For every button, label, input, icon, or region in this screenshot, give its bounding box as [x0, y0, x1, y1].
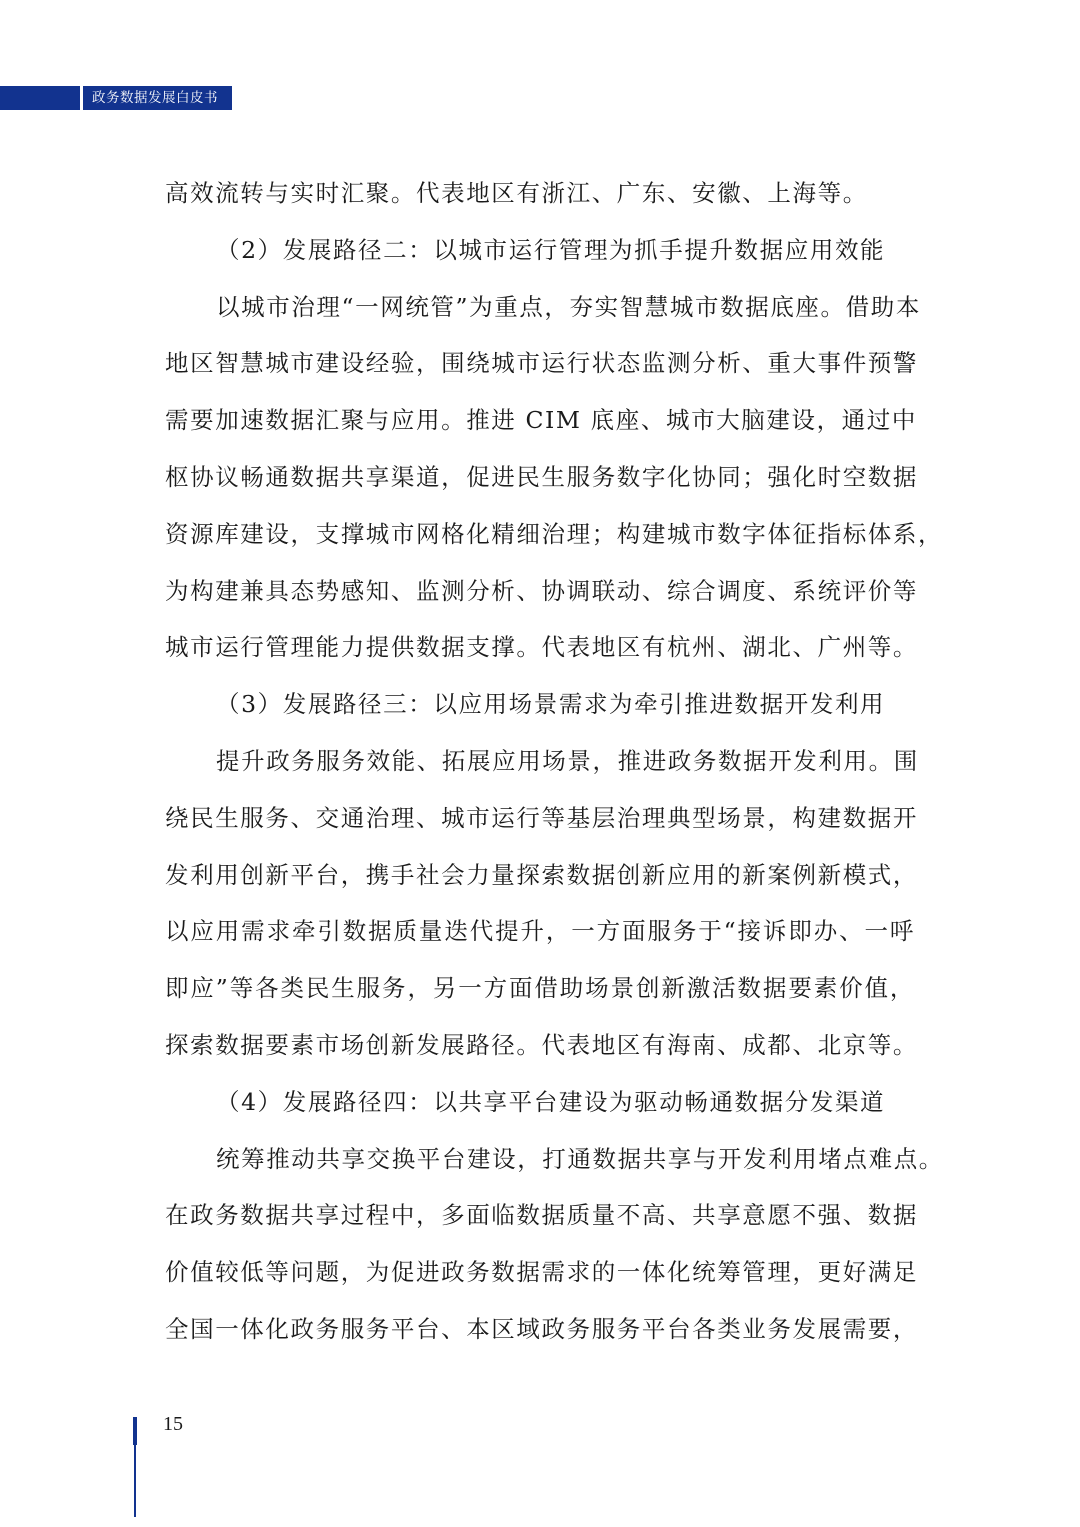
- header-bar: [0, 86, 232, 110]
- paragraph-line: 即应”等各类民生服务，另一方面借助场景创新激活数据要素价值，: [165, 974, 915, 1003]
- section-heading: （3）发展路径三：以应用场景需求为牵引推进数据开发利用: [216, 690, 886, 719]
- section-heading: （2）发展路径二：以城市运行管理为抓手提升数据应用效能: [216, 235, 886, 264]
- paragraph-line: 探索数据要素市场创新发展路径。代表地区有海南、成都、北京等。: [165, 1030, 918, 1059]
- paragraph-line: 价值较低等问题，为促进政务数据需求的一体化统筹管理，更好满足: [165, 1258, 918, 1287]
- page-marker-line: [134, 1445, 136, 1517]
- paragraph-line: 资源库建设，支撑城市网格化精细治理；构建城市数字体征指标体系，: [165, 519, 944, 548]
- paragraph-line: 以城市治理“一网统管”为重点，夯实智慧城市数据底座。借助本: [216, 292, 921, 321]
- header-accent-block: [0, 86, 80, 110]
- paragraph-line: 全国一体化政务服务平台、本区域政务服务平台各类业务发展需要，: [165, 1314, 918, 1343]
- paragraph-line: 地区智慧城市建设经验，围绕城市运行状态监测分析、重大事件预警: [165, 349, 918, 378]
- paragraph-line: 为构建兼具态势感知、监测分析、协调联动、综合调度、系统评价等: [165, 576, 918, 605]
- page-marker-bar: [133, 1417, 137, 1445]
- paragraph-line: 枢协议畅通数据共享渠道，促进民生服务数字化协同；强化时空数据: [165, 462, 918, 491]
- paragraph-line: 统筹推动共享交换平台建设，打通数据共享与开发利用堵点难点。: [216, 1144, 944, 1173]
- paragraph-line: 城市运行管理能力提供数据支撑。代表地区有杭州、湖北、广州等。: [165, 633, 918, 662]
- body-text: [165, 165, 944, 1358]
- paragraph-line: 高效流转与实时汇聚。代表地区有浙江、广东、安徽、上海等。: [165, 179, 868, 207]
- header-title: 政务数据发展白皮书: [83, 86, 232, 110]
- paragraph-line: 绕民生服务、交通治理、城市运行等基层治理典型场景，构建数据开: [165, 803, 918, 832]
- section-heading: （4）发展路径四：以共享平台建设为驱动畅通数据分发渠道: [216, 1087, 886, 1116]
- page-number: 15: [163, 1413, 183, 1435]
- paragraph-line: 需要加速数据汇聚与应用。推进 CIM 底座、城市大脑建设，通过中: [165, 406, 917, 435]
- paragraph-line: 在政务数据共享过程中，多面临数据质量不高、共享意愿不强、数据: [165, 1201, 918, 1230]
- paragraph-line: 以应用需求牵引数据质量迭代提升，一方面服务于“接诉即办、一呼: [165, 917, 915, 946]
- paragraph-line: 提升政务服务效能、拓展应用场景，推进政务数据开发利用。围: [216, 746, 919, 775]
- paragraph-line: 发利用创新平台，携手社会力量探索数据创新应用的新案例新模式，: [165, 860, 918, 889]
